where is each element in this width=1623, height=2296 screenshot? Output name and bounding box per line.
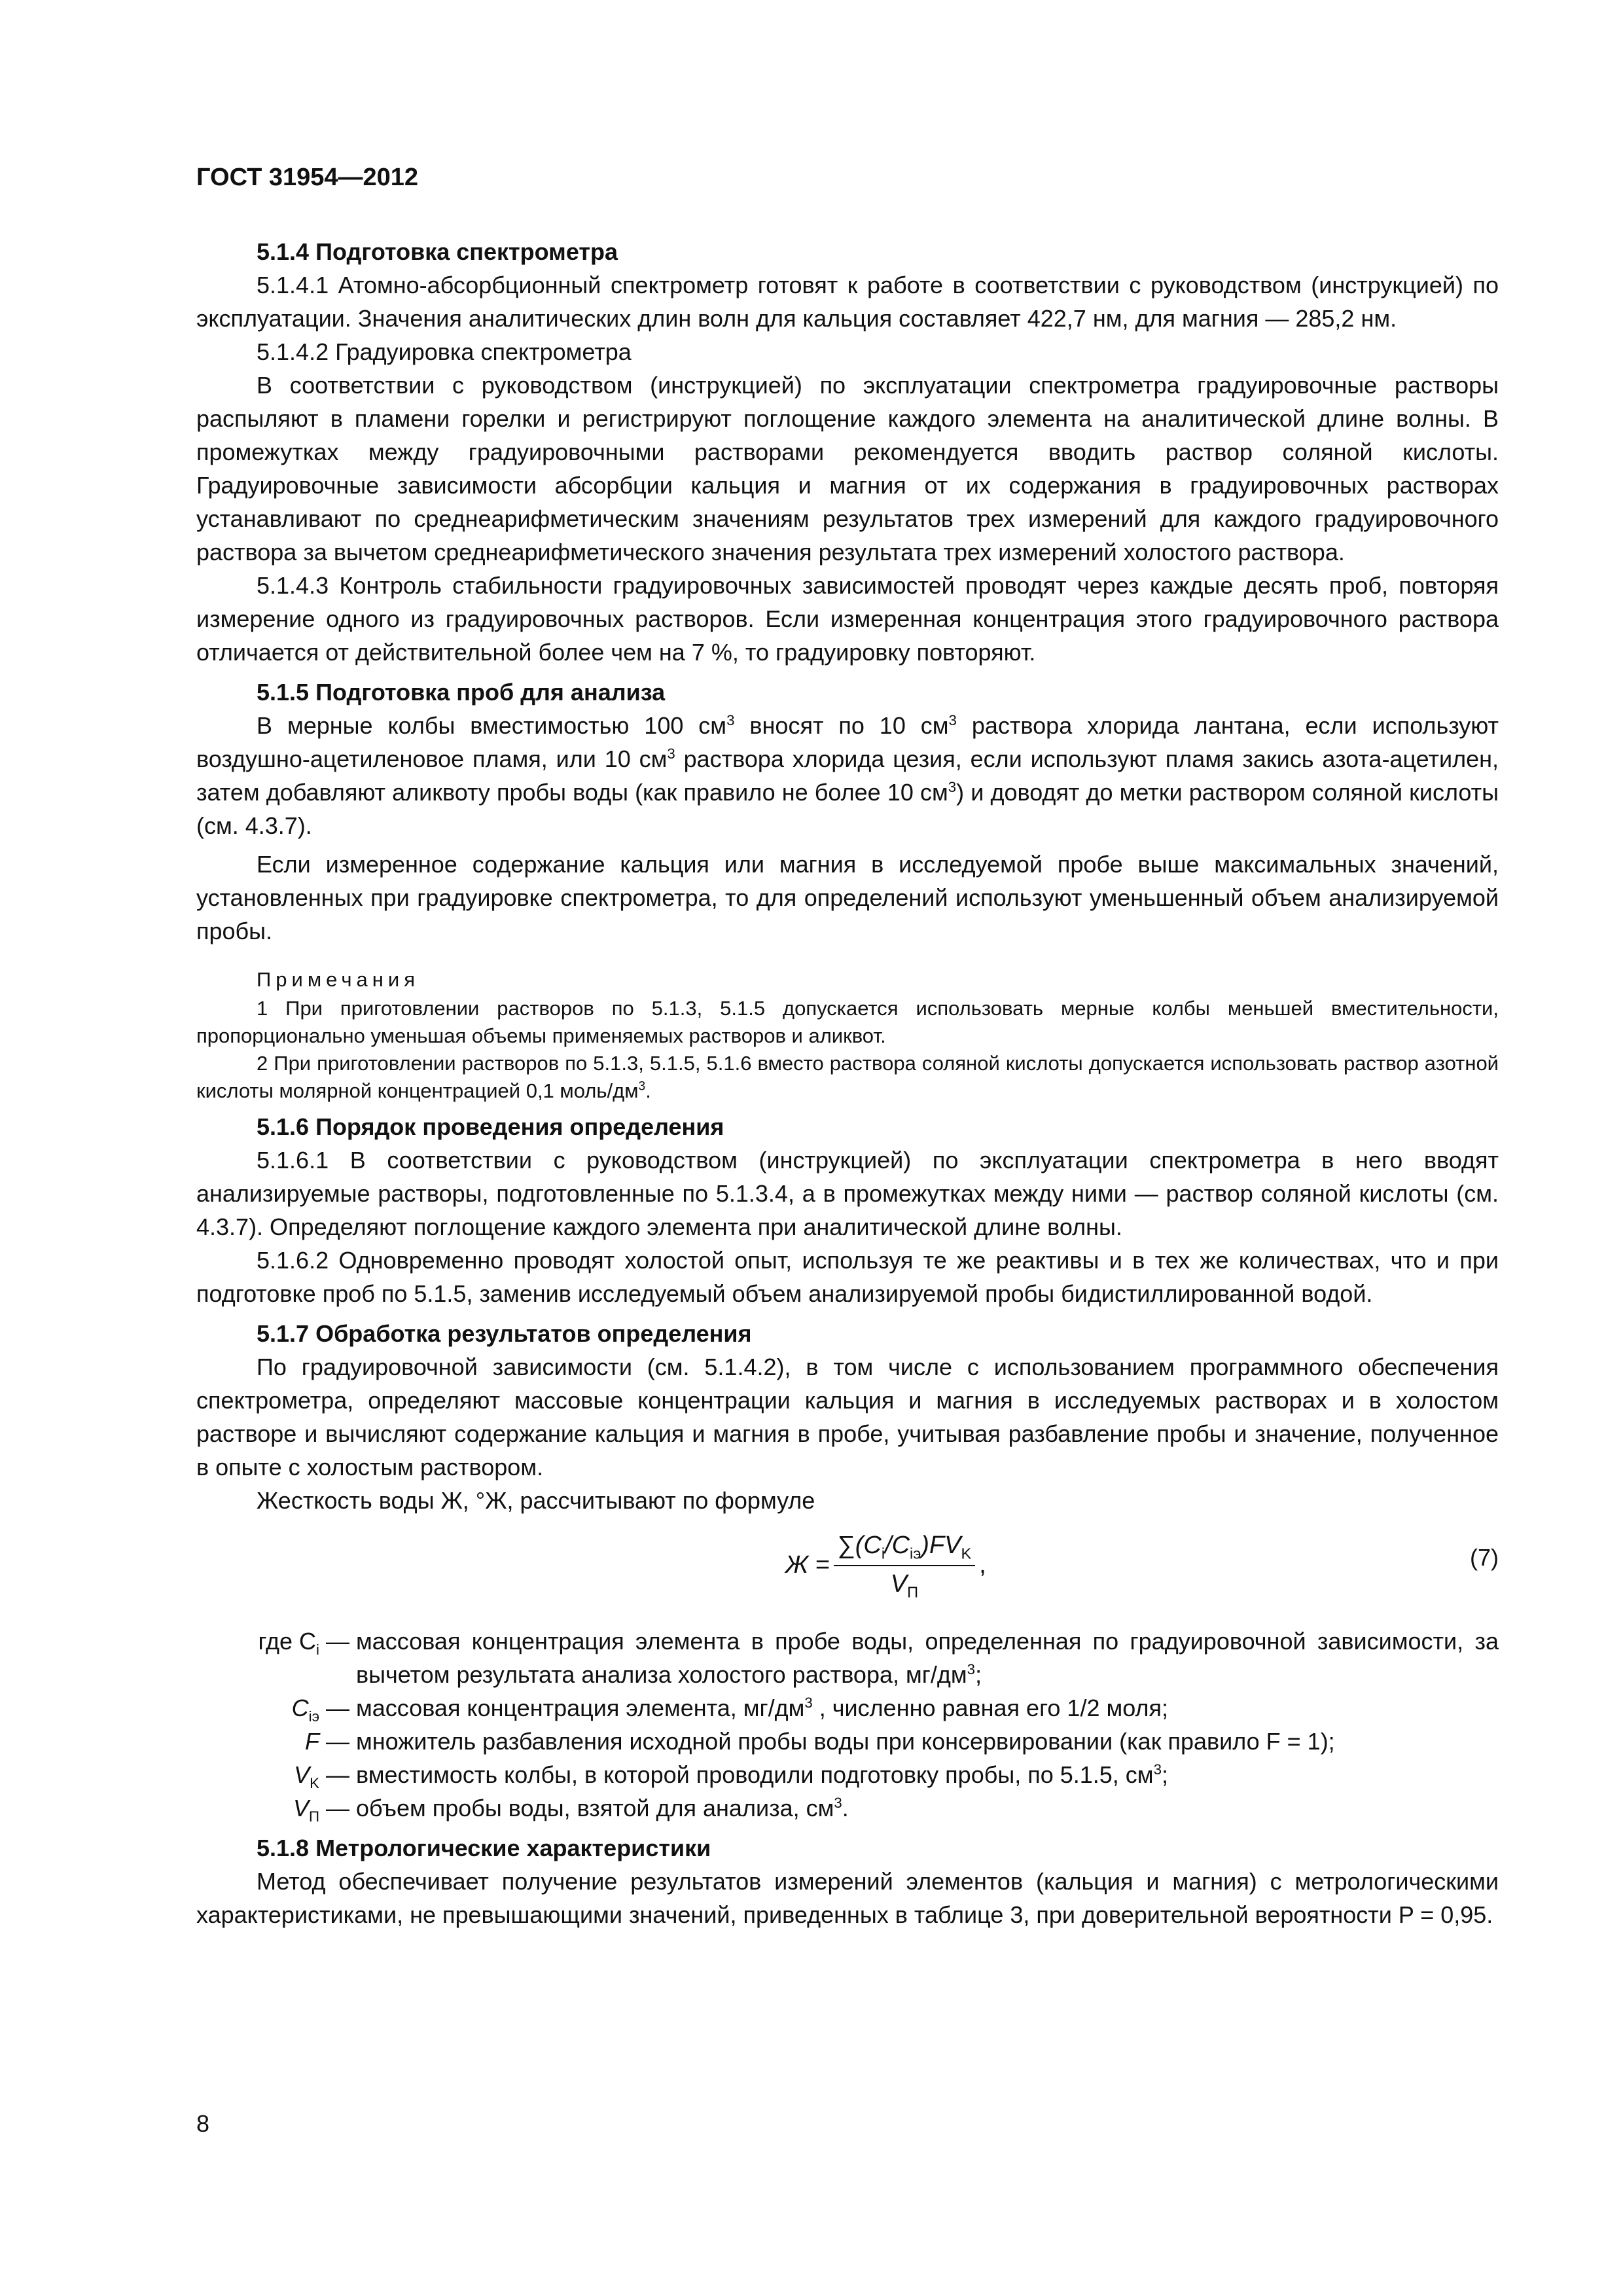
legend-item-f: F — множитель разбавления исходной пробы воды при консервировании (как правило F = 1);	[305, 1728, 1335, 1755]
note-1: 1 При приготовлении растворов по 5.1.3, 5.1.5 допускается использовать мерные колбы меньшей вместительности, пропорционально уменьшая объемы применяемых растворов и аликвот.	[196, 997, 1499, 1047]
equation-number: (7)	[1470, 1544, 1499, 1571]
paragraph-5-1-4-2-title: 5.1.4.2 Градуировка спектрометра	[257, 338, 632, 365]
page-number: 8	[196, 2110, 210, 2137]
paragraph-5-1-7: По градуировочной зависимости (см. 5.1.4.2), в том числе с использованием программного обеспечения спектрометра, определяют массовые концентрации кальция и магния в исследуемых растворах и в холостом растворе и вычисляют содержание кальция и магния в пробе, учитывая разбавление пробы и значение, полученное в опыте с холостым раствором.	[196, 1354, 1499, 1480]
paragraph-5-1-8: Метод обеспечивает получение результатов измерений элементов (кальция и магния) с метрологическими характеристиками, не превышающими значений, приведенных в таблице 3, при доверительной вероятности P = 0,95.	[196, 1868, 1499, 1928]
paragraph-5-1-4-3: 5.1.4.3 Контроль стабильности градуировочных зависимостей проводят через каждые десять проб, повторяя измерение одного из градуировочных растворов. Если измеренная концентрация этого градуировочного раствора отличается от действительной более чем на 7 %, то градуировку повторяют.	[196, 572, 1499, 666]
note-2: 2 При приготовлении растворов по 5.1.3, 5.1.5, 5.1.6 вместо раствора соляной кислоты допускается использовать раствор азотной кислоты молярной концентрацией 0,1 моль/$дм^3$.	[196, 1052, 1499, 1102]
notes-block	[196, 966, 1499, 1105]
section-5-1-6-title: 5.1.6 Порядок проведения определения	[257, 1113, 724, 1140]
legend-item-vp: $V_П$ — объем пробы воды, взятой для анализа, $см^3$.	[293, 1795, 849, 1825]
formula-comma: ,	[979, 1551, 986, 1579]
paragraph-5-1-7-b: Жесткость воды Ж, °Ж, рассчитывают по формуле	[257, 1487, 815, 1514]
paragraph-5-1-6-1: 5.1.6.1 В соответствии с руководством (инструкцией) по эксплуатации спектрометра в него вводят анализируемые растворы, подготовленные по 5.1.3.4, а в промежутках между ними — раствор соляной кислоты (см. 4.3.7). Определяют поглощение каждого элемента при аналитической длине волны.	[196, 1147, 1499, 1240]
formula-lhs: Ж =	[785, 1551, 830, 1579]
formula-fraction	[834, 1529, 976, 1601]
section-5-1-8-title: 5.1.8 Метрологические характеристики	[257, 1835, 711, 1861]
paragraph-5-1-4-2: В соответствии с руководством (инструкцией) по эксплуатации спектрометра градуировочные растворы распыляют в пламени горелки и регистрируют поглощение каждого элемента на аналитической длине волны. В промежутках между градуировочными растворами рекомендуется вводить раствор соляной кислоты. Градуировочные зависимости абсорбции кальция и магния от их содержания в градуировочных растворах устанавливают по среднеарифметическим значениям результатов трех измерений для каждого градуировочного раствора за вычетом среднеарифметического значения результата трех измерений холостого раствора.	[196, 372, 1499, 565]
formula-body	[785, 1529, 986, 1601]
paragraph-5-1-4-1: 5.1.4.1 Атомно-абсорбционный спектрометр готовят к работе в соответствии с руководством (инструкцией) по эксплуатации. Значения аналитических длин волн для кальция составляет 422,7 нм, для магния — 285,2 нм.	[196, 272, 1499, 332]
paragraph-5-1-5: В мерные колбы вместимостью 100 $см^3$ вносят по 10 $см^3$ раствора хлорида лантана, если используют воздушно-ацетиленовое пламя, или 10 $см^3$ раствора хлорида цезия, если используют пламя закись азота-ацетилен, затем добавляют аликвоту пробы воды (как правило не более 10 $см^3$) и доводят до метки раствором соляной кислоты (см. 4.3.7).	[196, 712, 1499, 839]
page-content	[196, 161, 1499, 1931]
formula-denominator: $V_П$	[890, 1570, 919, 1601]
paragraph-5-1-6-2: 5.1.6.2 Одновременно проводят холостой опыт, используя те же реактивы и в тех же количествах, что и при подготовке проб по 5.1.5, заменив исследуемый объем анализируемой пробы бидистиллированной водой.	[196, 1247, 1499, 1307]
legend-item-cie: $C_{iэ}$ — массовая концентрация элемента, $мг/дм^3$ , численно равная его 1/2 моля;	[291, 1695, 1168, 1725]
formula-legend	[196, 1624, 1499, 1825]
legend-item-ci: где $C_i$ — массовая концентрация элемента в пробе воды, определенная по градуировочной зависимости, за вычетом результата анализа холостого раствора, $мг/дм^3$;	[258, 1628, 1499, 1688]
section-5-1-7-title: 5.1.7 Обработка результатов определения	[257, 1320, 752, 1347]
formula-7	[196, 1524, 1499, 1615]
paragraph-5-1-5-b: Если измеренное содержание кальция или магния в исследуемой пробе выше максимальных значений, установленных при градуировке спектрометра, то для определений используют уменьшенный объем анализируемой пробы.	[196, 851, 1499, 944]
formula-numerator: $\sum(C_i/C_{iэ})FV_K$	[834, 1529, 976, 1566]
document-header: ГОСТ 31954—2012	[196, 164, 419, 191]
section-5-1-5-title: 5.1.5 Подготовка проб для анализа	[257, 679, 666, 706]
notes-title: Примечания	[257, 968, 419, 991]
legend-item-vk: $V_K$ — вместимость колбы, в которой проводили подготовку пробы, по 5.1.5, $см^3$;	[294, 1761, 1168, 1792]
section-5-1-4-title: 5.1.4 Подготовка спектрометра	[257, 238, 618, 265]
